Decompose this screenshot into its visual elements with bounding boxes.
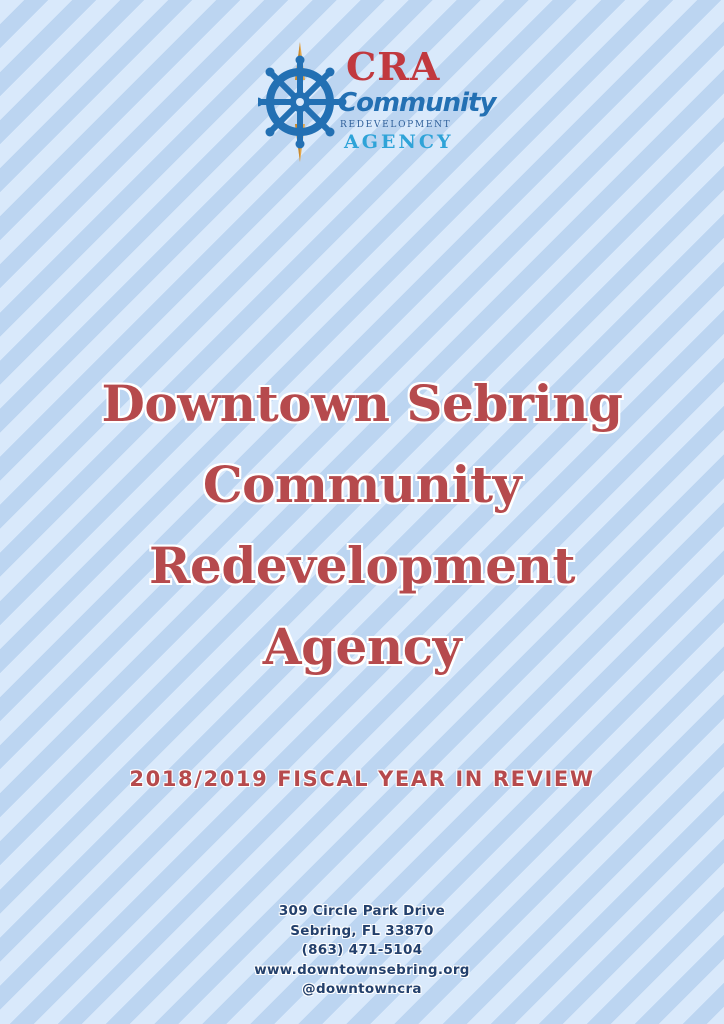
page-subtitle: 2018/2019 FISCAL YEAR IN REVIEW: [129, 767, 595, 791]
logo-agency-word: AGENCY: [344, 131, 454, 153]
title-line-3: Redevelopment: [149, 536, 575, 595]
phone-number: (863) 471-5104: [301, 942, 423, 958]
cra-logo: [258, 40, 496, 164]
address-line-1: 309 Circle Park Drive: [278, 903, 446, 919]
website-link[interactable]: www.downtownsebring.org: [254, 961, 470, 978]
title-line-4: Agency: [262, 617, 462, 676]
address-line-2: Sebring, FL 33870: [290, 922, 434, 939]
title-line-2: Community: [202, 455, 522, 514]
contact-block: [162, 902, 562, 1000]
page-title: [40, 363, 684, 687]
logo-redevelopment-word: REDEVELOPMENT: [340, 120, 452, 130]
logo-acronym: CRA: [346, 44, 441, 89]
title-line-1: Downtown Sebring: [101, 374, 623, 433]
social-handle[interactable]: @downtowncra: [302, 981, 422, 997]
logo-community-word: Community: [338, 88, 496, 118]
